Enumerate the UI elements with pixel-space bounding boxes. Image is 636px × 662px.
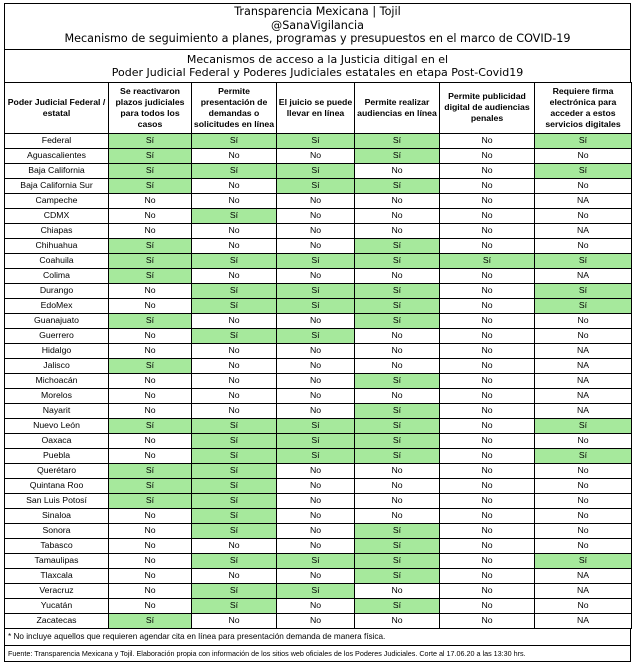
table-row [5, 493, 632, 508]
value-cell: No [355, 343, 440, 358]
value-cell: No [277, 523, 355, 538]
value-cell: Sí [192, 433, 277, 448]
value-cell: No [109, 388, 192, 403]
value-cell: Sí [355, 598, 440, 613]
value-cell: No [535, 493, 632, 508]
value-cell: Sí [355, 298, 440, 313]
value-cell: Sí [277, 418, 355, 433]
value-cell: No [109, 583, 192, 598]
value-cell: Sí [109, 418, 192, 433]
value-cell: No [535, 178, 632, 193]
value-cell: Sí [192, 478, 277, 493]
table-row [5, 448, 632, 463]
value-cell: No [277, 613, 355, 628]
source-note: Fuente: Transparencia Mexicana y Tojil. Elaboración propia con información de los sitios web oficiales de los Poderes Judiciales. Corte al 17.06.20 a las 13:30 hrs. [4, 646, 631, 662]
table-row [5, 178, 632, 193]
value-cell: No [440, 553, 535, 568]
value-cell: No [277, 478, 355, 493]
state-name-cell: Sinaloa [5, 508, 109, 523]
table-row [5, 268, 632, 283]
value-cell: Sí [535, 298, 632, 313]
table-row [5, 148, 632, 163]
value-cell: NA [535, 358, 632, 373]
value-cell: Sí [192, 553, 277, 568]
value-cell: No [192, 568, 277, 583]
value-cell: No [192, 223, 277, 238]
value-cell: No [277, 373, 355, 388]
state-name-cell: Guanajuato [5, 313, 109, 328]
table-row [5, 373, 632, 388]
value-cell: Sí [192, 133, 277, 148]
value-cell: Sí [355, 538, 440, 553]
value-cell: NA [535, 373, 632, 388]
value-cell: Sí [355, 523, 440, 538]
state-name-cell: Chihuahua [5, 238, 109, 253]
document-frame [4, 3, 631, 662]
value-cell: No [192, 148, 277, 163]
table-row [5, 283, 632, 298]
value-cell: Sí [192, 493, 277, 508]
value-cell: NA [535, 343, 632, 358]
value-cell: No [440, 178, 535, 193]
value-cell: No [440, 583, 535, 598]
state-name-cell: Nuevo León [5, 418, 109, 433]
value-cell: No [192, 373, 277, 388]
value-cell: No [440, 403, 535, 418]
value-cell: No [440, 298, 535, 313]
value-cell: No [440, 208, 535, 223]
column-header: Permite presentación de demandas o solicitudes en línea [192, 82, 277, 133]
state-name-cell: Aguascalientes [5, 148, 109, 163]
value-cell: No [440, 493, 535, 508]
value-cell: No [535, 478, 632, 493]
value-cell: No [355, 223, 440, 238]
value-cell: Sí [535, 553, 632, 568]
table-row [5, 313, 632, 328]
value-cell: No [440, 328, 535, 343]
value-cell: Sí [192, 283, 277, 298]
value-cell: Sí [355, 238, 440, 253]
table-row [5, 523, 632, 538]
value-cell: No [192, 238, 277, 253]
table-row [5, 223, 632, 238]
table-header-row [5, 82, 632, 133]
value-cell: Sí [192, 163, 277, 178]
value-cell: No [277, 538, 355, 553]
state-name-cell: CDMX [5, 208, 109, 223]
table-body [5, 133, 632, 628]
value-cell: No [440, 433, 535, 448]
value-cell: No [440, 598, 535, 613]
value-cell: Sí [109, 148, 192, 163]
value-cell: No [109, 208, 192, 223]
value-cell: No [440, 388, 535, 403]
value-cell: No [440, 613, 535, 628]
value-cell: Sí [355, 433, 440, 448]
table-row [5, 388, 632, 403]
state-name-cell: Zacatecas [5, 613, 109, 628]
value-cell: No [277, 238, 355, 253]
value-cell: No [277, 223, 355, 238]
value-cell: No [535, 538, 632, 553]
value-cell: Sí [355, 133, 440, 148]
value-cell: Sí [192, 448, 277, 463]
value-cell: Sí [192, 298, 277, 313]
value-cell: No [109, 223, 192, 238]
table-title-line2: Poder Judicial Federal y Poderes Judiciales estatales en etapa Post-Covid19 [111, 65, 524, 79]
value-cell: Sí [109, 463, 192, 478]
value-cell: No [535, 328, 632, 343]
value-cell: No [535, 238, 632, 253]
value-cell: No [192, 178, 277, 193]
value-cell: No [192, 193, 277, 208]
value-cell: Sí [192, 418, 277, 433]
table-row [5, 463, 632, 478]
value-cell: Sí [109, 493, 192, 508]
state-name-cell: Quintana Roo [5, 478, 109, 493]
value-cell: Sí [109, 358, 192, 373]
state-name-cell: Sonora [5, 523, 109, 538]
table-row [5, 193, 632, 208]
value-cell: Sí [109, 133, 192, 148]
value-cell: No [192, 343, 277, 358]
value-cell: No [109, 448, 192, 463]
value-cell: No [109, 523, 192, 538]
value-cell: No [440, 463, 535, 478]
table-row [5, 598, 632, 613]
value-cell: Sí [355, 403, 440, 418]
value-cell: Sí [355, 313, 440, 328]
table-row [5, 538, 632, 553]
state-name-cell: Nayarit [5, 403, 109, 418]
value-cell: No [109, 193, 192, 208]
state-name-cell: Baja California [5, 163, 109, 178]
value-cell: Sí [355, 418, 440, 433]
value-cell: Sí [192, 523, 277, 538]
value-cell: Sí [109, 178, 192, 193]
value-cell: NA [535, 403, 632, 418]
state-name-cell: Hidalgo [5, 343, 109, 358]
state-name-cell: Chiapas [5, 223, 109, 238]
value-cell: No [109, 598, 192, 613]
value-cell: No [440, 268, 535, 283]
table-row [5, 568, 632, 583]
header-handle: @SanaVigilancia [271, 18, 364, 32]
value-cell: No [277, 508, 355, 523]
table-row [5, 583, 632, 598]
value-cell: Sí [277, 433, 355, 448]
value-cell: No [192, 268, 277, 283]
value-cell: No [355, 508, 440, 523]
value-cell: No [277, 148, 355, 163]
state-name-cell: Querétaro [5, 463, 109, 478]
value-cell: No [440, 508, 535, 523]
state-name-cell: Veracruz [5, 583, 109, 598]
value-cell: No [277, 598, 355, 613]
value-cell: No [192, 388, 277, 403]
value-cell: No [535, 508, 632, 523]
value-cell: No [109, 298, 192, 313]
value-cell: No [277, 388, 355, 403]
value-cell: No [535, 433, 632, 448]
value-cell: No [440, 448, 535, 463]
table-row [5, 418, 632, 433]
value-cell: No [192, 538, 277, 553]
value-cell: No [277, 313, 355, 328]
value-cell: Sí [535, 163, 632, 178]
value-cell: No [440, 133, 535, 148]
column-header: Permite publicidad digital de audiencias penales [440, 82, 535, 133]
value-cell: Sí [192, 583, 277, 598]
value-cell: No [277, 193, 355, 208]
value-cell: No [535, 148, 632, 163]
value-cell: No [440, 523, 535, 538]
value-cell: Sí [192, 463, 277, 478]
table-title [4, 49, 631, 82]
table-row [5, 613, 632, 628]
value-cell: Sí [355, 283, 440, 298]
state-name-cell: Campeche [5, 193, 109, 208]
state-name-cell: Coahuila [5, 253, 109, 268]
value-cell: No [440, 283, 535, 298]
value-cell: NA [535, 613, 632, 628]
value-cell: Sí [535, 253, 632, 268]
value-cell: NA [535, 583, 632, 598]
value-cell: No [277, 493, 355, 508]
value-cell: Sí [355, 178, 440, 193]
value-cell: Sí [277, 448, 355, 463]
value-cell: No [440, 223, 535, 238]
state-name-cell: Puebla [5, 448, 109, 463]
value-cell: No [355, 478, 440, 493]
value-cell: No [440, 238, 535, 253]
value-cell: No [355, 583, 440, 598]
state-name-cell: San Luis Potosí [5, 493, 109, 508]
value-cell: No [535, 523, 632, 538]
value-cell: No [355, 388, 440, 403]
state-name-cell: Durango [5, 283, 109, 298]
table-row [5, 238, 632, 253]
value-cell: No [440, 478, 535, 493]
state-name-cell: Michoacán [5, 373, 109, 388]
table-row [5, 253, 632, 268]
value-cell: No [440, 538, 535, 553]
table-row [5, 403, 632, 418]
table-row [5, 133, 632, 148]
value-cell: Sí [192, 328, 277, 343]
value-cell: No [109, 508, 192, 523]
table-row [5, 328, 632, 343]
table-row [5, 163, 632, 178]
value-cell: Sí [109, 613, 192, 628]
value-cell: No [355, 208, 440, 223]
value-cell: Sí [355, 148, 440, 163]
state-name-cell: Jalisco [5, 358, 109, 373]
header-mechanism: Mecanismo de seguimiento a planes, programas y presupuestos en el marco de COVID-19 [64, 32, 571, 45]
state-name-cell: Tamaulipas [5, 553, 109, 568]
value-cell: No [109, 328, 192, 343]
value-cell: No [192, 613, 277, 628]
value-cell: Sí [535, 418, 632, 433]
value-cell: No [109, 568, 192, 583]
value-cell: No [355, 268, 440, 283]
state-name-cell: Colima [5, 268, 109, 283]
value-cell: No [355, 493, 440, 508]
value-cell: No [440, 148, 535, 163]
value-cell: NA [535, 268, 632, 283]
value-cell: Sí [277, 133, 355, 148]
value-cell: NA [535, 388, 632, 403]
value-cell: No [109, 343, 192, 358]
value-cell: Sí [535, 133, 632, 148]
state-name-cell: Tlaxcala [5, 568, 109, 583]
value-cell: No [440, 193, 535, 208]
value-cell: No [535, 463, 632, 478]
value-cell: No [535, 313, 632, 328]
value-cell: Sí [192, 598, 277, 613]
value-cell: Sí [192, 508, 277, 523]
value-cell: No [440, 313, 535, 328]
column-header: Requiere firma electrónica para acceder a estos servicios digitales [535, 82, 632, 133]
value-cell: No [277, 343, 355, 358]
value-cell: Sí [109, 478, 192, 493]
table-row [5, 208, 632, 223]
value-cell: NA [535, 193, 632, 208]
state-name-cell: EdoMex [5, 298, 109, 313]
value-cell: Sí [277, 253, 355, 268]
value-cell: Sí [355, 373, 440, 388]
column-header: Permite realizar audiencias en línea [355, 82, 440, 133]
value-cell: No [109, 403, 192, 418]
state-name-cell: Tabasco [5, 538, 109, 553]
value-cell: Sí [277, 553, 355, 568]
value-cell: No [109, 373, 192, 388]
column-header: Se reactivaron plazos judiciales para todos los casos [109, 82, 192, 133]
value-cell: Sí [277, 298, 355, 313]
table-row [5, 553, 632, 568]
value-cell: Sí [355, 448, 440, 463]
state-name-cell: Guerrero [5, 328, 109, 343]
value-cell: Sí [277, 328, 355, 343]
value-cell: Sí [109, 238, 192, 253]
value-cell: No [277, 463, 355, 478]
value-cell: No [277, 208, 355, 223]
value-cell: No [355, 463, 440, 478]
column-header: Poder Judicial Federal / estatal [5, 82, 109, 133]
value-cell: Sí [192, 208, 277, 223]
table-title-line1: Mecanismos de acceso a la Justicia ditigal en el [186, 52, 449, 66]
value-cell: No [277, 268, 355, 283]
header-organizations: Transparencia Mexicana | Tojil [234, 5, 401, 18]
value-cell: Sí [440, 253, 535, 268]
footnote: * No incluye aquellos que requieren agendar cita en línea para presentación demanda de manera física. [4, 629, 631, 646]
table-row [5, 343, 632, 358]
value-cell: Sí [277, 583, 355, 598]
value-cell: No [440, 358, 535, 373]
value-cell: No [109, 283, 192, 298]
value-cell: Sí [192, 253, 277, 268]
column-header: El juicio se puede llevar en línea [277, 82, 355, 133]
value-cell: No [440, 343, 535, 358]
value-cell: No [535, 208, 632, 223]
table-row [5, 298, 632, 313]
state-name-cell: Federal [5, 133, 109, 148]
value-cell: Sí [277, 163, 355, 178]
value-cell: No [535, 598, 632, 613]
value-cell: No [192, 358, 277, 373]
value-cell: No [109, 433, 192, 448]
value-cell: No [355, 613, 440, 628]
value-cell: No [192, 403, 277, 418]
value-cell: No [440, 163, 535, 178]
value-cell: Sí [277, 283, 355, 298]
value-cell: No [355, 193, 440, 208]
value-cell: Sí [355, 553, 440, 568]
value-cell: No [440, 373, 535, 388]
value-cell: Sí [355, 253, 440, 268]
state-name-cell: Oaxaca [5, 433, 109, 448]
value-cell: No [355, 358, 440, 373]
value-cell: Sí [109, 253, 192, 268]
value-cell: Sí [355, 568, 440, 583]
justice-access-table [4, 82, 632, 629]
value-cell: No [440, 568, 535, 583]
value-cell: No [109, 538, 192, 553]
value-cell: NA [535, 223, 632, 238]
value-cell: No [192, 313, 277, 328]
state-name-cell: Baja California Sur [5, 178, 109, 193]
value-cell: No [355, 328, 440, 343]
table-row [5, 508, 632, 523]
value-cell: No [355, 163, 440, 178]
value-cell: No [109, 553, 192, 568]
value-cell: No [440, 418, 535, 433]
value-cell: No [277, 568, 355, 583]
value-cell: Sí [109, 313, 192, 328]
value-cell: Sí [277, 178, 355, 193]
value-cell: Sí [109, 268, 192, 283]
state-name-cell: Morelos [5, 388, 109, 403]
state-name-cell: Yucatán [5, 598, 109, 613]
value-cell: No [277, 403, 355, 418]
table-row [5, 433, 632, 448]
value-cell: NA [535, 568, 632, 583]
table-row [5, 478, 632, 493]
value-cell: Sí [535, 283, 632, 298]
table-row [5, 358, 632, 373]
document-header [4, 3, 631, 49]
value-cell: No [277, 358, 355, 373]
value-cell: Sí [535, 448, 632, 463]
value-cell: Sí [109, 163, 192, 178]
